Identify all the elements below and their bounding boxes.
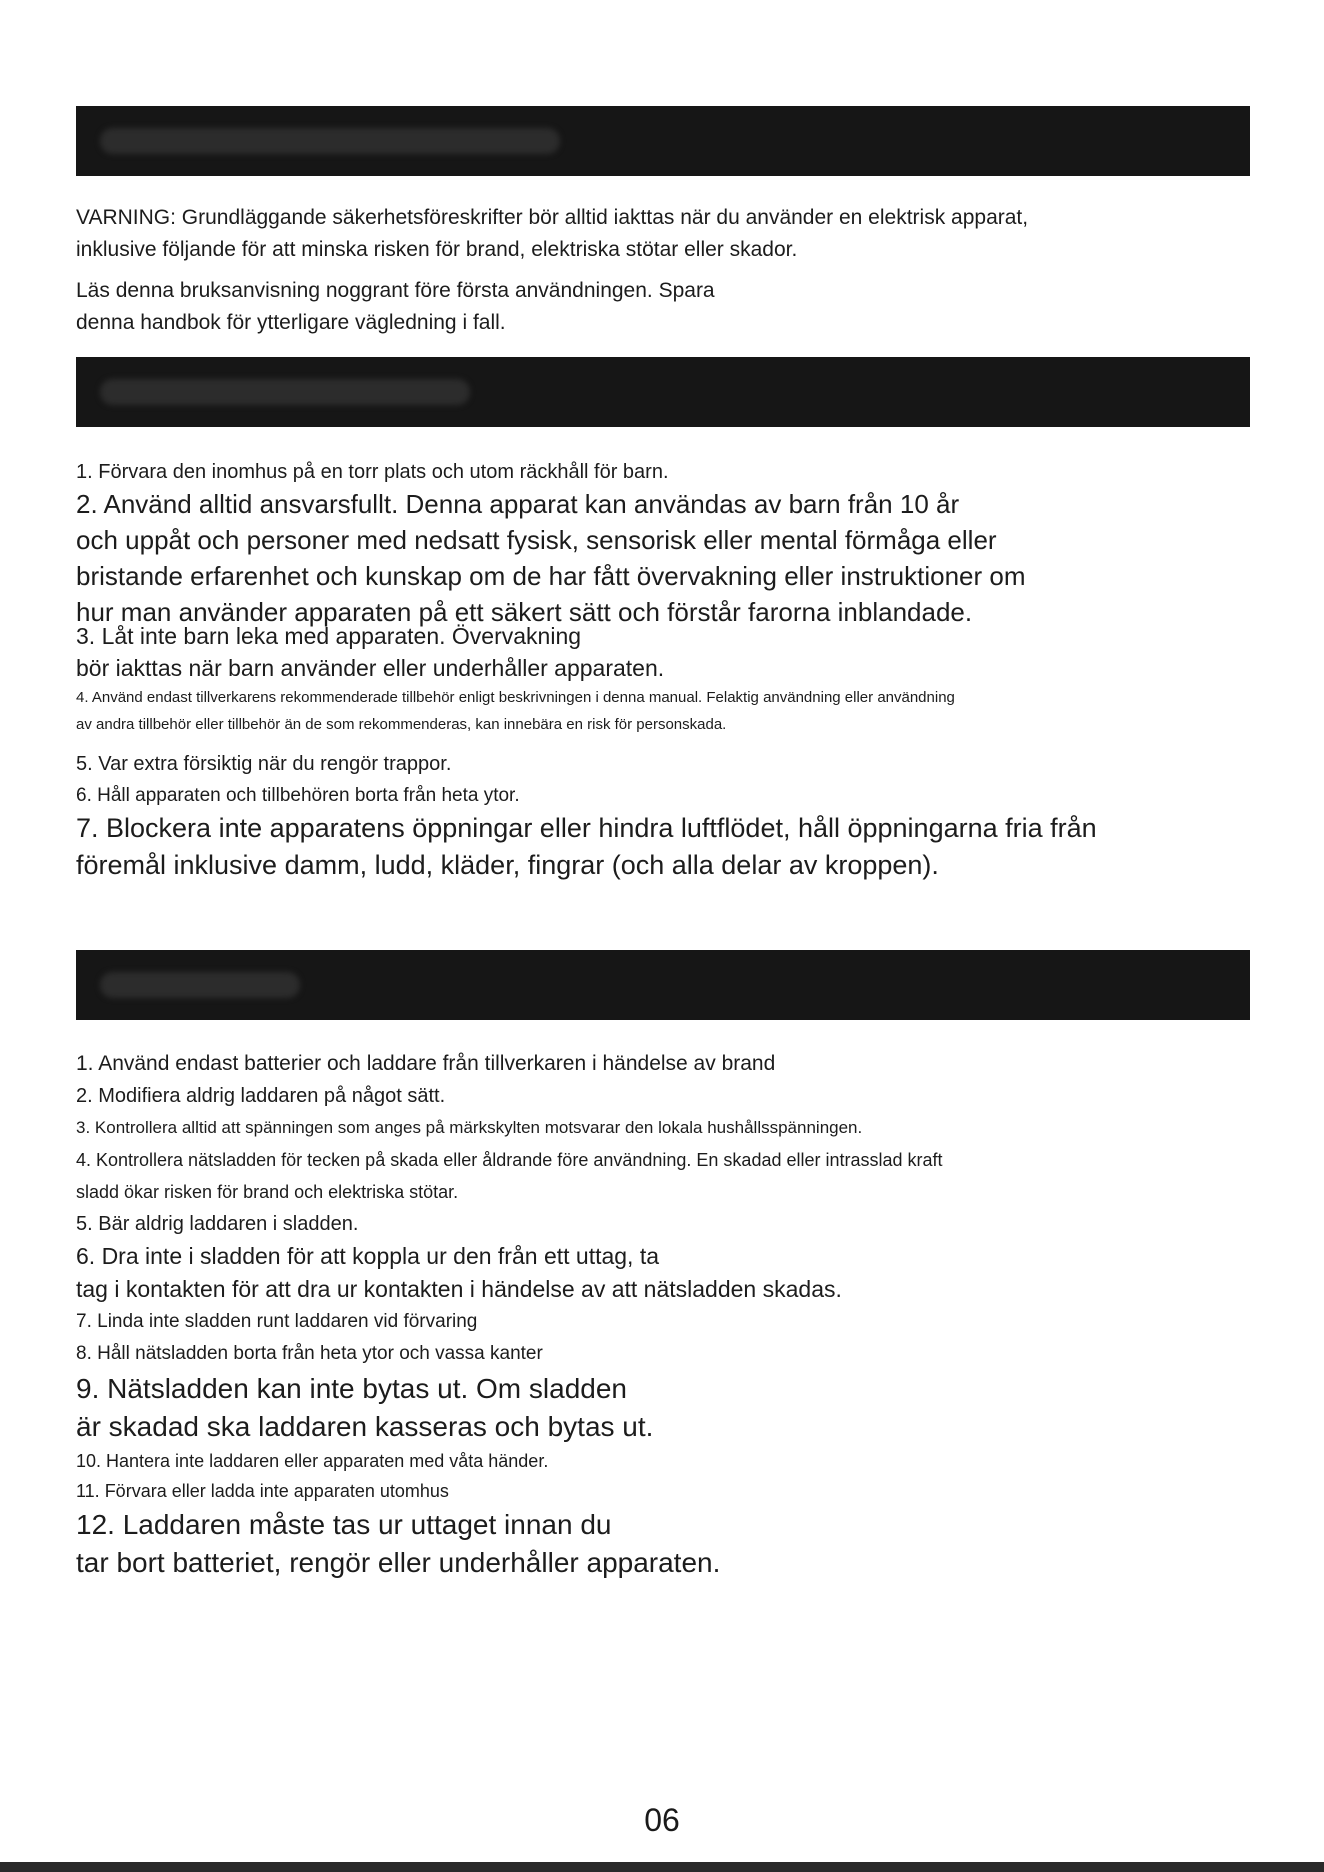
list-item — [76, 1048, 1276, 1080]
section-header-bar-safety — [76, 106, 1250, 176]
list-item-line: 6. Dra inte i sladden för att koppla ur den från ett uttag, ta — [76, 1243, 660, 1269]
list-item-line: 3. Låt inte barn leka med apparaten. Övervakning — [76, 623, 582, 649]
list-item-line: 7. Blockera inte apparatens öppningar eller hindra luftflödet, håll öppningarna fria från — [76, 813, 1097, 843]
charger-safety-list — [76, 1048, 1276, 1582]
read-manual-paragraph — [76, 275, 1276, 339]
list-item — [76, 780, 1276, 812]
section-header-bar-charger — [76, 950, 1250, 1020]
list-item-line: 5. Var extra försiktig när du rengör trappor. — [76, 753, 452, 775]
list-item-line: 1. Använd endast batterier och laddare från tillverkaren i händelse av brand — [76, 1052, 776, 1075]
list-item-line: 4. Använd endast tillverkarens rekommenderade tillbehör enligt beskrivningen i denna manual. Felaktig användning eller användning — [76, 689, 955, 706]
list-item — [76, 1144, 1276, 1208]
list-item-line: 7. Linda inte sladden runt laddaren vid förvaring — [76, 1311, 478, 1332]
read-line: Läs denna bruksanvisning noggrant före första användningen. Spara — [76, 279, 715, 302]
obscured-heading — [100, 128, 560, 154]
list-item — [76, 1476, 1276, 1506]
list-item-line: 9. Nätsladden kan inte bytas ut. Om sladden — [76, 1373, 627, 1404]
obscured-heading — [100, 379, 470, 405]
list-item-line: och uppåt och personer med nedsatt fysisk, sensorisk eller mental förmåga eller — [76, 525, 997, 555]
list-item — [76, 810, 1276, 884]
list-item — [76, 1208, 1276, 1240]
list-item — [76, 1112, 1276, 1144]
warning-line: inklusive följande för att minska risken för brand, elektriska stötar eller skador. — [76, 238, 798, 261]
list-item-line: 8. Håll nätsladden borta från heta ytor och vassa kanter — [76, 1343, 543, 1364]
list-item-line: 5. Bär aldrig laddaren i sladden. — [76, 1213, 359, 1235]
list-item-line: bör iakttas när barn använder eller underhåller apparaten. — [76, 655, 665, 681]
list-item-line: 4. Kontrollera nätsladden för tecken på skada eller åldrande före användning. En skadad eller intrasslad kraft — [76, 1150, 943, 1170]
list-item-line: 11. Förvara eller ladda inte apparaten utomhus — [76, 1481, 449, 1501]
list-item-line: av andra tillbehör eller tillbehör än de som rekommenderas, kan innebära en risk för personskada. — [76, 716, 727, 733]
list-item-line: sladd ökar risken för brand och elektriska stötar. — [76, 1182, 459, 1202]
list-item-line: tar bort batteriet, rengör eller underhåller apparaten. — [76, 1547, 721, 1578]
list-item-line: hur man använder apparaten på ett säkert sätt och förstår farorna inblandade. — [76, 597, 973, 627]
warning-line: VARNING: Grundläggande säkerhetsföreskrifter bör alltid iakttas när du använder en elektrisk apparat, — [76, 206, 1029, 229]
list-item-line: bristande erfarenhet och kunskap om de har fått övervakning eller instruktioner om — [76, 561, 1026, 591]
list-item-line: 1. Förvara den inomhus på en torr plats och utom räckhåll för barn. — [76, 461, 669, 483]
list-item-line: föremål inklusive damm, ludd, kläder, fingrar (och alla delar av kroppen). — [76, 850, 939, 880]
list-item — [76, 1370, 1276, 1446]
list-item — [76, 1506, 1276, 1582]
list-item — [76, 486, 1276, 630]
list-item-line: 2. Modifiera aldrig laddaren på något sätt. — [76, 1085, 446, 1107]
list-item — [76, 1338, 1276, 1370]
list-item-line: tag i kontakten för att dra ur kontakten i händelse av att nätsladden skadas. — [76, 1276, 842, 1302]
list-item — [76, 1240, 1276, 1306]
list-item-line: 10. Hantera inte laddaren eller apparaten med våta händer. — [76, 1451, 549, 1471]
obscured-heading — [100, 972, 300, 998]
list-item — [76, 1306, 1276, 1338]
bottom-edge-rule — [0, 1862, 1324, 1872]
read-line: denna handbok för ytterligare vägledning i fall. — [76, 311, 506, 334]
list-item — [76, 456, 1276, 488]
list-item-line: 3. Kontrollera alltid att spänningen som anges på märkskylten motsvarar den lokala hushållsspänningen. — [76, 1118, 863, 1137]
list-item-line: är skadad ska laddaren kasseras och bytas ut. — [76, 1411, 654, 1442]
page-number: 06 — [644, 1802, 680, 1838]
section-header-bar-usage — [76, 357, 1250, 427]
list-item — [76, 1080, 1276, 1112]
list-item-line: 12. Laddaren måste tas ur uttaget innan du — [76, 1509, 612, 1540]
list-item — [76, 684, 1276, 738]
list-item — [76, 1446, 1276, 1476]
warning-paragraph — [76, 202, 1276, 266]
list-item-line: 6. Håll apparaten och tillbehören borta från heta ytor. — [76, 785, 520, 806]
usage-safety-list — [76, 456, 1276, 884]
list-item — [76, 748, 1276, 780]
list-item-line: 2. Använd alltid ansvarsfullt. Denna apparat kan användas av barn från 10 år — [76, 489, 960, 519]
